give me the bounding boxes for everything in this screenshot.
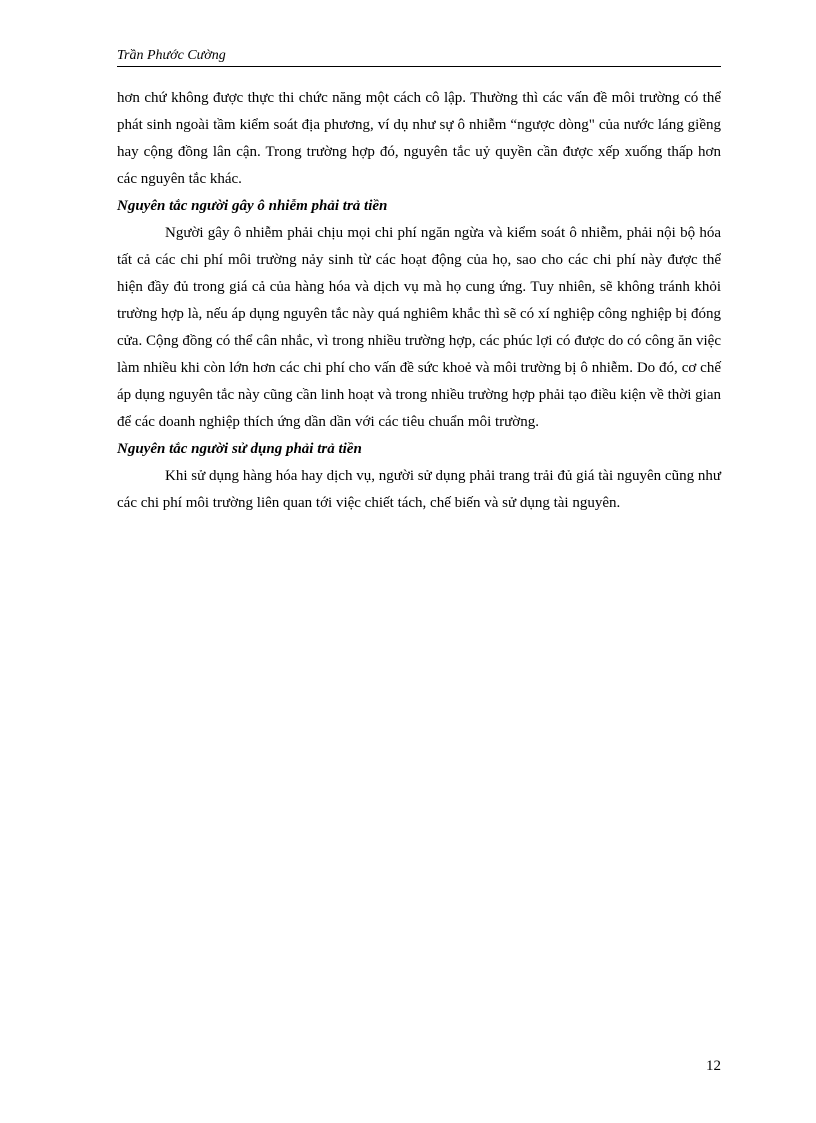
paragraph-continuation: hơn chứ không được thực thi chức năng một cách cô lập. Thường thì các vấn đề môi trường có thể phát sinh ngoài tầm kiểm soát địa phương, ví dụ như sự ô nhiễm “ngược dòng" của nước láng giềng hay cộng đồng lân cận. Trong trường hợp đó, nguyên tắc uỷ quyền cần được xếp xuống thấp hơn các nguyên tắc khác.	[117, 90, 721, 187]
document-body	[117, 85, 721, 517]
header-author: Trần Phước Cường	[117, 48, 226, 63]
paragraph-user-pays: Khi sử dụng hàng hóa hay dịch vụ, người sử dụng phải trang trải đủ giá tài nguyên cũng như các chi phí môi trường liên quan tới việc chiết tách, chế biến và sử dụng tài nguyên.	[117, 468, 721, 511]
paragraph-polluter-pays: Người gây ô nhiễm phải chịu mọi chi phí ngăn ngừa và kiểm soát ô nhiễm, phải nội bộ hóa tất cả các chi phí môi trường nảy sinh từ các hoạt động của họ, sao cho các chi phí này được thể hiện đầy đủ trong giá cả của hàng hóa và dịch vụ mà họ cung ứng. Tuy nhiên, sẽ không tránh khỏi trường hợp là, nếu áp dụng nguyên tắc này quá nghiêm khắc thì sẽ có xí nghiệp công nghiệp bị đóng cửa. Cộng đồng có thể cân nhắc, vì trong nhiều trường hợp, các phúc lợi có được do có công ăn việc làm nhiều khi còn lớn hơn các chi phí cho vấn đề sức khoẻ và môi trường bị ô nhiễm. Do đó, cơ chế áp dụng nguyên tắc này cũng cần linh hoạt và trong nhiều trường hợp phải tạo điều kiện về thời gian để các doanh nghiệp thích ứng dần dần với các tiêu chuẩn môi trường.	[117, 225, 721, 430]
page-header	[117, 46, 721, 67]
heading-user-pays: Nguyên tắc người sử dụng phải trả tiền	[117, 441, 362, 457]
page-number: 12	[706, 1058, 721, 1074]
heading-polluter-pays: Nguyên tắc người gây ô nhiễm phải trả tiền	[117, 198, 388, 214]
